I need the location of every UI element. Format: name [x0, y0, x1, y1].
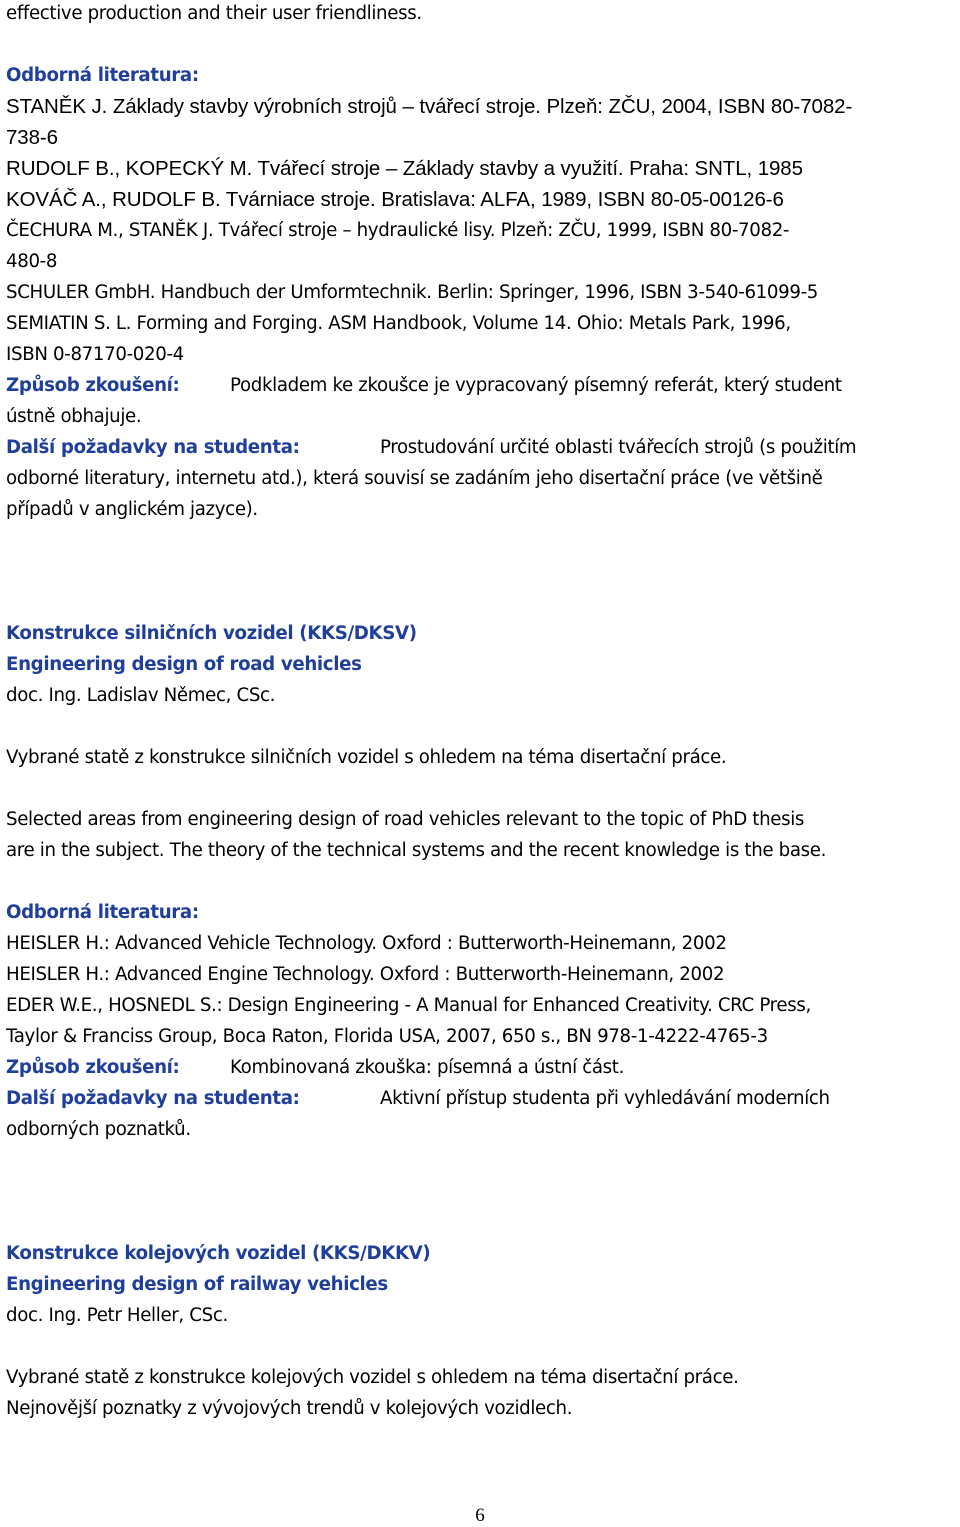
- reference-item: KOVÁČ A., RUDOLF B. Tvárniace stroje. Bratislava: ALFA, 1989, ISBN 80-05-00126-6: [6, 188, 784, 211]
- course-annotation-cz: Vybrané statě z konstrukce silničních vozidel s ohledem na téma disertační práce.: [6, 747, 727, 768]
- reference-item: SEMIATIN S. L. Forming and Forging. ASM Handbook, Volume 14. Ohio: Metals Park, 1996,: [6, 313, 791, 334]
- course-title-cz: Konstrukce silničních vozidel (KKS/DKSV): [6, 623, 417, 644]
- exam-text: Podkladem ke zkoušce je vypracovaný písemný referát, který student: [230, 375, 842, 396]
- course-title-cz: Konstrukce kolejových vozidel (KKS/DKKV): [6, 1243, 431, 1264]
- requirements-row: [6, 1083, 956, 1114]
- requirements-text-continued: odborné literatury, internetu atd.), která souvisí se zadáním jeho disertační práce (ve většině: [6, 468, 823, 489]
- requirements-row: [6, 432, 956, 463]
- literature-heading: Odborná literatura:: [6, 65, 199, 86]
- course-annotation-en: are in the subject. The theory of the technical systems and the recent knowledge is the base.: [6, 840, 827, 861]
- reference-item: 738-6: [6, 126, 58, 149]
- reference-item: SCHULER GmbH. Handbuch der Umformtechnik. Berlin: Springer, 1996, ISBN 3-540-61099-5: [6, 282, 819, 303]
- reference-item: EDER W.E., HOSNEDL S.: Design Engineering - A Manual for Enhanced Creativity. CRC Press,: [6, 995, 811, 1016]
- course-annotation: Nejnovější poznatky z vývojových trendů v kolejových vozidlech.: [6, 1398, 573, 1419]
- exam-row: [6, 1052, 956, 1083]
- course-lecturer: doc. Ing. Ladislav Němec, CSc.: [6, 685, 276, 706]
- requirements-label: Další požadavky na studenta:: [6, 1088, 300, 1109]
- requirements-label: Další požadavky na studenta:: [6, 437, 300, 458]
- exam-text: Kombinovaná zkouška: písemná a ústní část.: [230, 1057, 624, 1078]
- course-title-en: Engineering design of road vehicles: [6, 654, 362, 675]
- reference-item: STANĚK J. Základy stavby výrobních strojů – tvářecí stroje. Plzeň: ZČU, 2004, ISBN 80-7082-: [6, 95, 853, 118]
- reference-item: RUDOLF B., KOPECKÝ M. Tvářecí stroje – Základy stavby a využití. Praha: SNTL, 1985: [6, 157, 803, 180]
- requirements-text: Prostudování určité oblasti tvářecích strojů (s použitím: [380, 437, 857, 458]
- literature-heading: Odborná literatura:: [6, 902, 199, 923]
- reference-item: ČECHURA M., STANĚK J. Tvářecí stroje – hydraulické lisy. Plzeň: ZČU, 1999, ISBN 80-7082-: [6, 220, 790, 241]
- reference-item: Taylor & Franciss Group, Boca Raton, Florida USA, 2007, 650 s., BN 978-1-4222-4765-3: [6, 1026, 768, 1047]
- carryover-line: effective production and their user friendliness.: [6, 3, 422, 24]
- reference-item: 480-8: [6, 251, 58, 272]
- exam-label: Způsob zkoušení:: [6, 1057, 180, 1078]
- exam-text-continued: ústně obhajuje.: [6, 406, 142, 427]
- reference-item: HEISLER H.: Advanced Engine Technology. Oxford : Butterworth-Heinemann, 2002: [6, 964, 725, 985]
- exam-row: [6, 370, 956, 401]
- requirements-text-continued: případů v anglickém jazyce).: [6, 499, 258, 520]
- course-title-en: Engineering design of railway vehicles: [6, 1274, 388, 1295]
- reference-item: ISBN 0-87170-020-4: [6, 344, 184, 365]
- requirements-text-continued: odborných poznatků.: [6, 1119, 191, 1140]
- exam-label: Způsob zkoušení:: [6, 375, 180, 396]
- course-annotation-en: Selected areas from engineering design of road vehicles relevant to the topic of PhD thesis: [6, 809, 805, 830]
- course-lecturer: doc. Ing. Petr Heller, CSc.: [6, 1305, 228, 1326]
- reference-item: HEISLER H.: Advanced Vehicle Technology. Oxford : Butterworth-Heinemann, 2002: [6, 933, 727, 954]
- requirements-text: Aktivní přístup studenta při vyhledávání moderních: [380, 1088, 830, 1109]
- page-number: 6: [475, 1505, 485, 1526]
- course-annotation: Vybrané statě z konstrukce kolejových vozidel s ohledem na téma disertační práce.: [6, 1367, 739, 1388]
